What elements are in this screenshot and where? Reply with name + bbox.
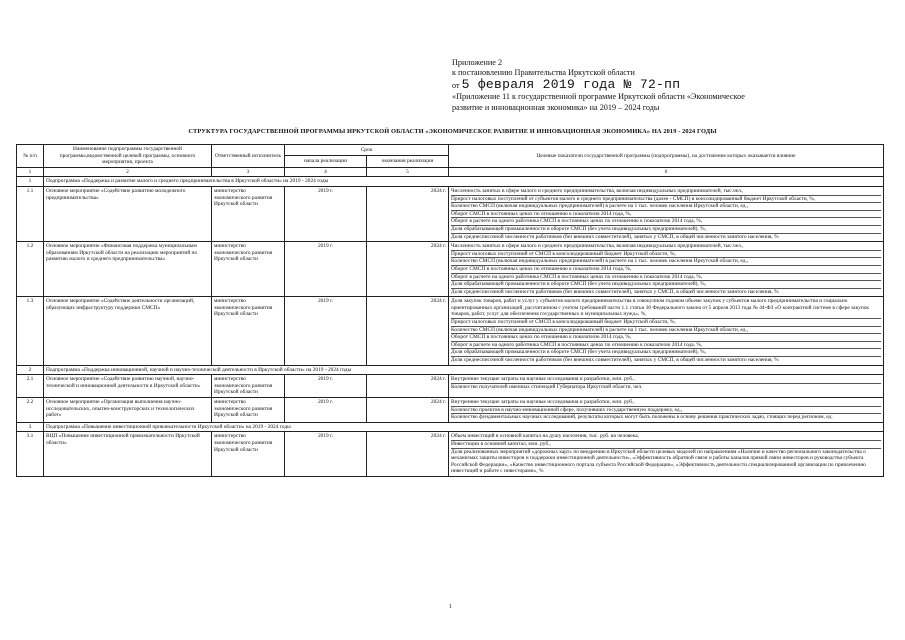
target-indicator: Оборот в расчете на одного работника СМСП в постоянных ценах по отношению к показателю 2014 года, %, xyxy=(451,274,881,282)
target-indicator: Оборот СМСП в постоянных ценах по отношению к показателю 2014 года, %, xyxy=(451,211,881,219)
activity-row xyxy=(17,432,884,477)
target-indicator: Количество получателей именных стипендий Губернатора Иркутской области, чел. xyxy=(451,383,643,390)
activity-name: Основное мероприятие «Содействие деятельности организаций, образующих инфраструктуру поддержки СМСП» xyxy=(44,297,212,365)
target-indicator: Доля обрабатывающей промышленности в обороте СМСП (без учета индивидуальных предпринимателей), %, xyxy=(451,281,881,289)
column-number: 2 xyxy=(44,167,212,177)
target-indicator: Количество фундаментальных научных исследований, результаты которых могут быть положены в основу решения практических задач, стоящих перед регионом, ед. xyxy=(451,414,833,421)
activity-number: 1.3 xyxy=(17,297,44,365)
target-indicator: Инвестиции в основной капитал, млн. руб., xyxy=(451,441,881,449)
activity-number: 3.1 xyxy=(17,432,44,477)
target-indicators xyxy=(449,297,884,365)
target-indicator: Внутренние текущие затраты на научные исследования и разработки, млн. руб., xyxy=(451,376,881,384)
activity-start: 2019 г. xyxy=(285,398,367,423)
target-indicator: Доля среднесписочной численности работников (без внешних совместителей), занятых у СМСП, в общей численности занятого населения, % xyxy=(451,233,779,240)
target-indicator: Объем инвестиций в основной капитал на душу населения, тыс. руб. на человека, xyxy=(451,433,881,441)
target-indicator: Количество СМСП (включая индивидуальных предпринимателей) в расчете на 1 тыс. человек населения Иркутской области, ед., xyxy=(451,258,881,266)
col-header-end: окончания реализации xyxy=(367,156,449,167)
col-header-name: Наименование подпрограммы государственной программы,ведомственной целевой программы, основного мероприятия, проекта xyxy=(44,145,212,168)
resolution-date-line xyxy=(452,78,872,92)
page-number: 1 xyxy=(449,604,452,610)
subprogram-row xyxy=(17,422,884,432)
activity-number: 2.1 xyxy=(17,375,44,398)
subprogram-number: 1 xyxy=(17,177,44,187)
target-indicator: Количество СМСП (включая индивидуальных предпринимателей) в расчете на 1 тыс. человек населения Иркутской области, ед., xyxy=(451,327,881,335)
column-number: 1 xyxy=(17,167,44,177)
resolution-date: 5 февраля 2019 года № 72-пп xyxy=(461,77,681,93)
target-indicators xyxy=(449,432,884,477)
activity-executor: министерство экономического развития Иркутской области xyxy=(212,375,285,398)
activity-name: Основное мероприятие «Финансовая поддержка муниципальным образованиям Иркутской области на реализацию мероприятий по развитию малого и среднего предпринимательства» xyxy=(44,242,212,297)
appendix-reference-line2: развитие и инновационная экономика» на 2019 – 2024 годы xyxy=(452,102,660,112)
activity-name: Основное мероприятие «Содействие развитию научной, научно-технической и инновационной деятельности в Иркутской области» xyxy=(44,375,212,398)
subprogram-title: Подпрограмма «Поддержка и развитие малого и среднего предпринимательства в Иркутской области» на 2019 - 2024 годы xyxy=(44,177,884,187)
target-indicator: Оборот СМСП в постоянных ценах по отношению к показателю 2014 года, %, xyxy=(451,334,881,342)
col-header-targets: Целевые показатели государственной программы (подпрограммы), на достижение которых оказывается влияние xyxy=(449,145,884,168)
subprogram-number: 2 xyxy=(17,365,44,375)
activity-row xyxy=(17,375,884,398)
target-indicator: Оборот СМСП в постоянных ценах по отношению к показателю 2014 года, %, xyxy=(451,266,881,274)
subprogram-row xyxy=(17,365,884,375)
col-header-period: Срок xyxy=(285,145,449,156)
target-indicator: Численность занятых в сфере малого и среднего предпринимательства, включая индивидуальных предпринимателей, тыс.чел., xyxy=(451,188,881,196)
appendix-label: Приложение 2 xyxy=(452,58,503,67)
target-indicator: Количество проектов в научно-инновационной сфере, получивших государственную поддержку, ед., xyxy=(451,407,881,415)
activity-row xyxy=(17,186,884,241)
subprogram-title: Подпрограмма «Поддержка инновационной, научной и научно-технической деятельности в Иркутской области» на 2019 - 2024 годы xyxy=(44,365,884,375)
activity-executor: министерство экономического развития Иркутской области xyxy=(212,398,285,423)
resolution-reference: к постановлению Правительства Иркутской области xyxy=(452,68,635,78)
column-numbers-row xyxy=(17,167,884,177)
activity-end: 2024 г. xyxy=(367,242,449,297)
activity-row xyxy=(17,398,884,423)
table-body xyxy=(17,177,884,477)
activity-executor: министерство экономического развития Иркутской области xyxy=(212,432,285,477)
target-indicator: Доля обрабатывающей промышленности в обороте СМСП (без учета индивидуальных предпринимателей), %, xyxy=(451,226,881,234)
target-indicators xyxy=(449,398,884,423)
activity-number: 2.2 xyxy=(17,398,44,423)
target-indicator: Доля реализованных мероприятий «дорожных карт» по внедрению в Иркутской области целевых моделей по направлениям «Наличие и качество регионального законодательства о механизмах защиты инвесторов и поддержки инвестиционной деятельности», «Эффективность обратной связи и работы каналов прямой связи инвесторов и руководства субъекта Российской Федерации», «Качество инвестиционного портала субъекта Российской Федерации», «Эффективность деятельности специализированной организации по привлечению инвестиций и работе с инвесторами», % xyxy=(451,448,866,475)
activity-executor: министерство экономического развития Иркутской области xyxy=(212,242,285,297)
activity-number: 1.2 xyxy=(17,242,44,297)
activity-name: ВЦП «Повышение инвестиционной привлекательности Иркутской области» xyxy=(44,432,212,477)
activity-end: 2024 г. xyxy=(367,375,449,398)
col-header-start: начала реализации xyxy=(285,156,367,167)
activity-start: 2019 г. xyxy=(285,186,367,241)
activity-start: 2019 г. xyxy=(285,242,367,297)
column-number: 6 xyxy=(449,167,884,177)
col-header-num: № п/п xyxy=(17,145,44,168)
target-indicator: Доля обрабатывающей промышленности в обороте СМСП (без учета индивидуальных предпринимателей), %, xyxy=(451,349,881,357)
subprogram-number: 3 xyxy=(17,422,44,432)
target-indicator: Прирост налоговых поступлений от СМСП в консолидированный бюджет Иркутской области, %, xyxy=(451,251,881,259)
appendix-reference-line1: «Приложение 11 к государственной программе Иркутской области «Экономическое xyxy=(452,92,745,102)
target-indicator: Доля среднесписочной численности работников (без внешних совместителей), занятых у СМСП, в общей численности занятого населения, % xyxy=(451,357,779,364)
activity-end: 2024 г. xyxy=(367,432,449,477)
subprogram-row xyxy=(17,177,884,187)
activity-start: 2019 г. xyxy=(285,297,367,365)
activity-name: Основное мероприятие «Организация выполнения научно-исследовательских, опытно-конструкторских и технологических работ» xyxy=(44,398,212,423)
column-number: 5 xyxy=(367,167,449,177)
target-indicator: Оборот в расчете на одного работника СМСП в постоянных ценах по отношению к показателю 2014 года, %, xyxy=(451,342,881,350)
target-indicator: Оборот в расчете на одного работника СМСП в постоянных ценах по отношению к показателю 2014 года, %, xyxy=(451,218,881,226)
document-title: СТРУКТУРА ГОСУДАРСТВЕННОЙ ПРОГРАММЫ ИРКУТСКОЙ ОБЛАСТИ «ЭКОНОМИЧЕСКОЕ РАЗВИТИЕ И ИННОВАЦИОННАЯ ЭКОНОМИКА» НА 2019 - 2024 ГОДЫ xyxy=(188,128,717,135)
subprogram-title: Подпрограмма «Повышение инвестиционной привлекательности Иркутской области» на 2019 - 2024 годы xyxy=(44,422,884,432)
activity-start: 2019 г. xyxy=(285,432,367,477)
column-number: 3 xyxy=(212,167,285,177)
target-indicator: Численность занятых в сфере малого и среднего предпринимательства, включая индивидуальных предпринимателей, тыс.чел., xyxy=(451,243,881,251)
target-indicator: Доля среднесписочной численности работников (без внешних совместителей), занятых у СМСП, в общей численности занятого населения, % xyxy=(451,288,779,295)
column-number: 4 xyxy=(285,167,367,177)
activity-executor: министерство экономического развития Иркутской области xyxy=(212,186,285,241)
activity-start: 2019 г. xyxy=(285,375,367,398)
activity-end: 2024 г. xyxy=(367,398,449,423)
activity-end: 2024 г. xyxy=(367,186,449,241)
target-indicator: Прирост налоговых поступлений от субъектов малого и среднего предпринимательства (далее - СМСП) в консолидированный бюджет Иркутской области, %, xyxy=(451,196,881,204)
target-indicator: Доля закупок товаров, работ и услуг у субъектов малого предпринимательства в совокупном годовом объеме закупок у субъектов малого предпринимательства и социально ориентированных организаций, рассчитанном с учетом требований части 1.1 статьи 30 Федерального закона от 5 апреля 2013 года № 44-ФЗ «О контрактной системе в сфере закупок товаров, работ, услуг для обеспечения государственных и муниципальных нужд», %, xyxy=(451,298,881,319)
date-prefix: от xyxy=(452,81,460,91)
activity-number: 1.1 xyxy=(17,186,44,241)
activity-row xyxy=(17,297,884,365)
target-indicator: Внутренние текущие затраты на научные исследования и разработки, млн. руб., xyxy=(451,399,881,407)
target-indicator: Количество СМСП (включая индивидуальных предпринимателей) в расчете на 1 тыс. человек населения Иркутской области, ед., xyxy=(451,203,881,211)
document-header xyxy=(452,58,872,113)
activity-name: Основное мероприятие «Содействие развитию молодежного предпринимательства» xyxy=(44,186,212,241)
program-structure-table xyxy=(16,144,884,477)
table-header-row xyxy=(17,145,884,156)
target-indicators xyxy=(449,375,884,398)
activity-row xyxy=(17,242,884,297)
target-indicator: Прирост налоговых поступлений от СМСП в консолидированный бюджет Иркутской области, %, xyxy=(451,319,881,327)
activity-executor: министерство экономического развития Иркутской области xyxy=(212,297,285,365)
col-header-executor: Ответственный исполнитель xyxy=(212,145,285,168)
target-indicators xyxy=(449,242,884,297)
target-indicators xyxy=(449,186,884,241)
activity-end: 2024 г. xyxy=(367,297,449,365)
